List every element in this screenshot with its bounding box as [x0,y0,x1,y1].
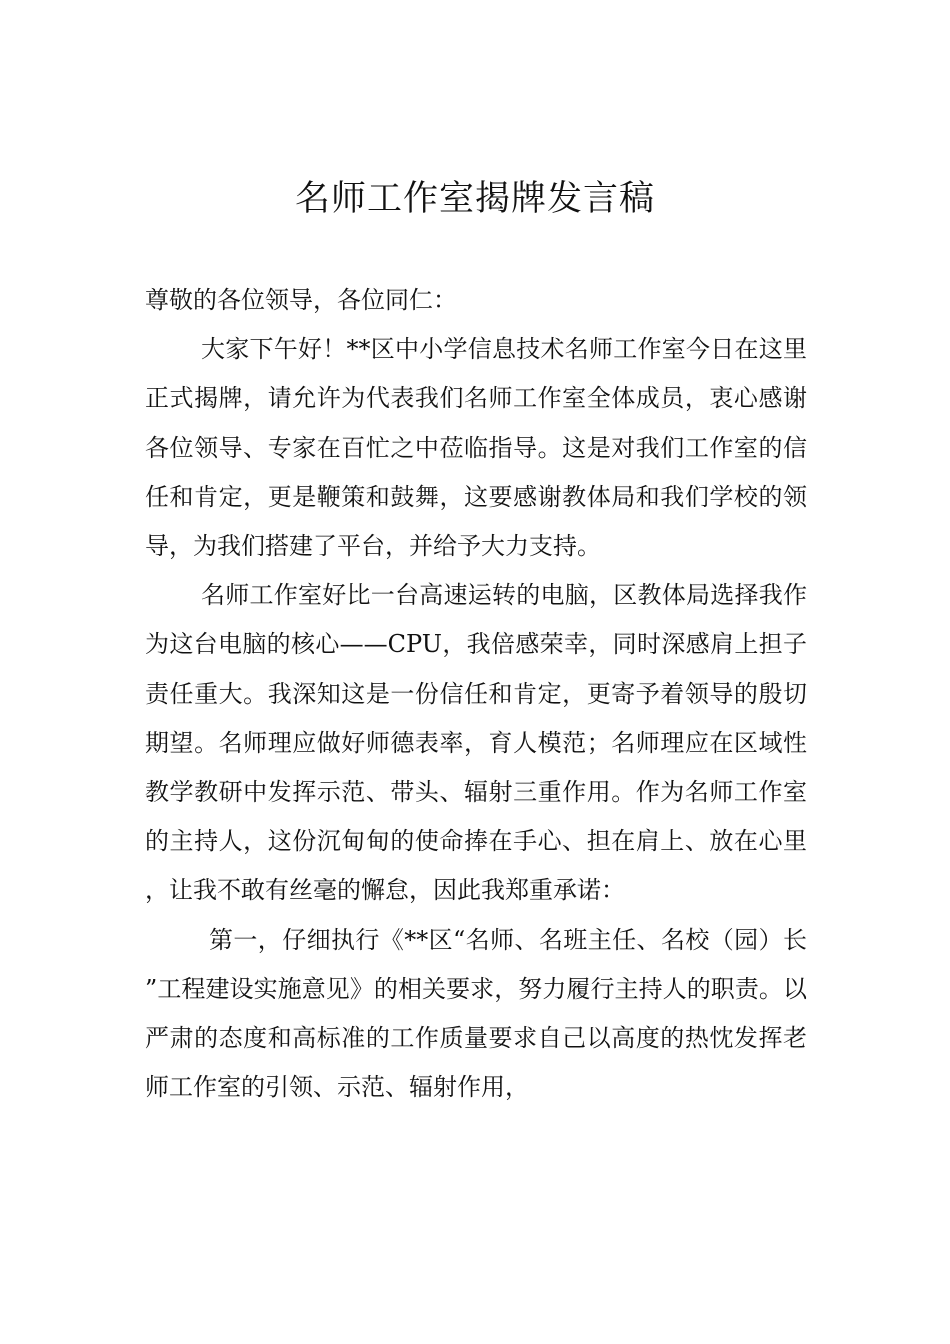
salutation: 尊敬的各位领导，各位同仁： [145,286,457,314]
paragraph-first-commitment: 第一，仔细执行《**区“名师、名班主任、名校（园）长”工程建设实施意见》的相关要求，努力履行主持人的职责。以严肃的态度和高标准的工作质量要求自己以高度的热忱发挥老师工作室的引领、示范、辐射作用， [145,925,807,1102]
paragraph-cpu-metaphor: 名师工作室好比一台高速运转的电脑，区教体局选择我作为这台电脑的核心——CPU，我倍感荣幸，同时深感肩上担子责任重大。我深知这是一份信任和肯定，更寄予着领导的殷切期望。名师理应做好师德表率，育人模范；名师理应在区域性教学教研中发挥示范、带头、辐射三重作用。作为名师工作室的主持人，这份沉甸甸的使命捧在手心、担在肩上、放在心里，让我不敢有丝毫的懈怠，因此我郑重承诺： [145,581,807,905]
document-body [145,276,807,1112]
paragraph-opening: 大家下午好！**区中小学信息技术名师工作室今日在这里正式揭牌，请允许为代表我们名师工作室全体成员，衷心感谢各位领导、专家在百忙之中莅临指导。这是对我们工作室的信任和肯定，更是鞭策和鼓舞，这要感谢教体局和我们学校的领导，为我们搭建了平台，并给予大力支持。 [145,335,807,561]
document-title: 名师工作室揭牌发言稿 [294,179,655,219]
